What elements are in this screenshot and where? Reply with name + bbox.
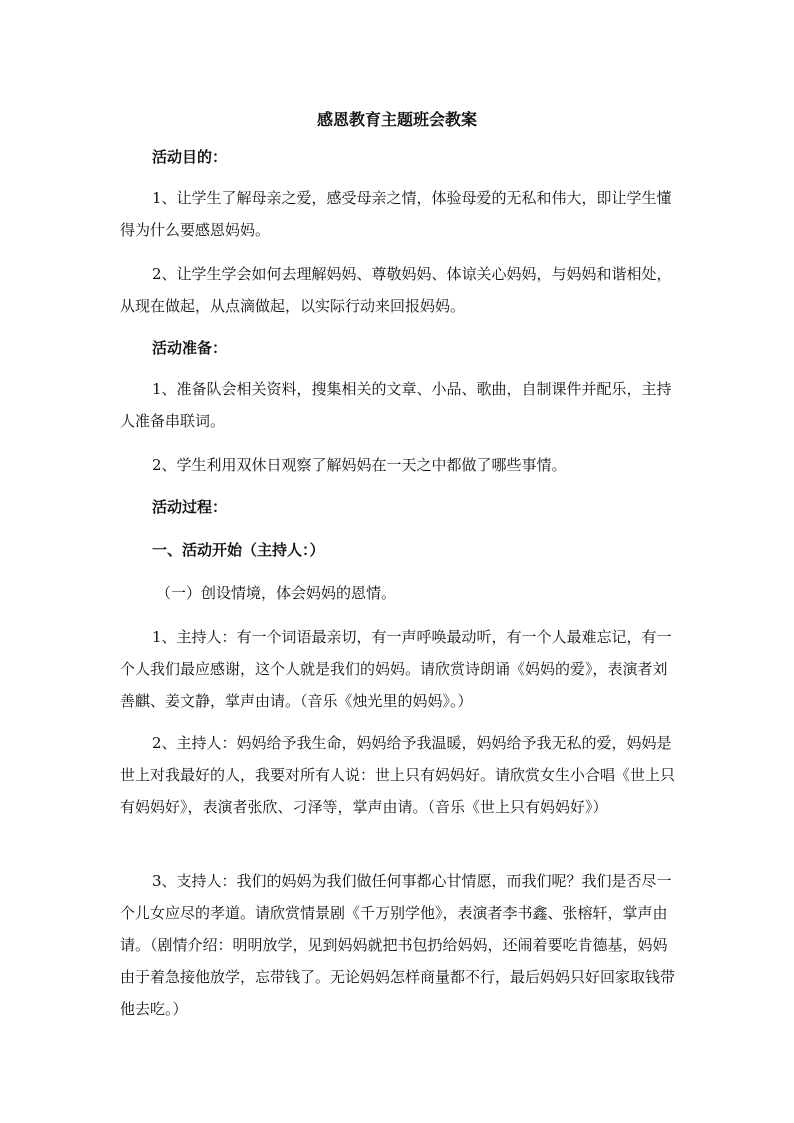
process-item-1: 1、主持人：有一个词语最亲切，有一声呼唤最动听，有一个人最难忘记，有一个人我们最应感谢，这个人就是我们的妈妈。请欣赏诗朗诵《妈妈的爱》，表演者刘善麒、姜文静，掌声由请。（音乐《烛光里的妈妈》。） (120, 628, 672, 710)
process-heading: 活动过程： (152, 498, 228, 516)
process-item-3: 3、支持人：我们的妈妈为我们做任何事都心甘情愿，而我们呢？我们是否尽一个儿女应尽的孝道。请欣赏情景剧《千万别学他》，表演者李书鑫、张榕轩，掌声由请。（剧情介绍：明明放学，见到妈妈就把书包扔给妈妈，还闹着要吃肯德基，妈妈由于着急接他放学，忘带钱了。无论妈妈怎样商量都不行，最后妈妈只好回家取钱带他去吃。） (120, 872, 676, 1018)
purpose-heading: 活动目的： (152, 148, 228, 166)
prep-item-2: 2、学生利用双休日观察了解妈妈在一天之中都做了哪些事情。 (152, 456, 567, 474)
prep-heading: 活动准备： (152, 339, 228, 357)
document-title: 感恩教育主题班会教案 (316, 110, 477, 129)
purpose-item-1: 1、让学生了解母亲之爱，感受母亲之情，体验母爱的无私和伟大，即让学生懂得为什么要感恩妈妈。 (120, 189, 672, 239)
prep-item-1: 1、准备队会相关资料，搜集相关的文章、小品、歌曲，自制课件并配乐，主持人准备串联词。 (120, 380, 672, 430)
subsection-1: （一）创设情境，体会妈妈的恩情。 (156, 584, 397, 602)
purpose-item-2: 2、让学生学会如何去理解妈妈、尊敬妈妈、体谅关心妈妈，与妈妈和谐相处，从现在做起，从点滴做起，以实际行动来回报妈妈。 (120, 265, 672, 315)
process-item-2: 2、主持人：妈妈给予我生命，妈妈给予我温暖，妈妈给予我无私的爱，妈妈是世上对我最好的人，我要对所有人说：世上只有妈妈好。请欣赏女生小合唱《世上只有妈妈好》，表演者张欣、刁泽等，掌声由请。（音乐《世上只有妈妈好》） (120, 734, 676, 816)
part1-heading: 一、活动开始（主持人：） (152, 541, 325, 559)
